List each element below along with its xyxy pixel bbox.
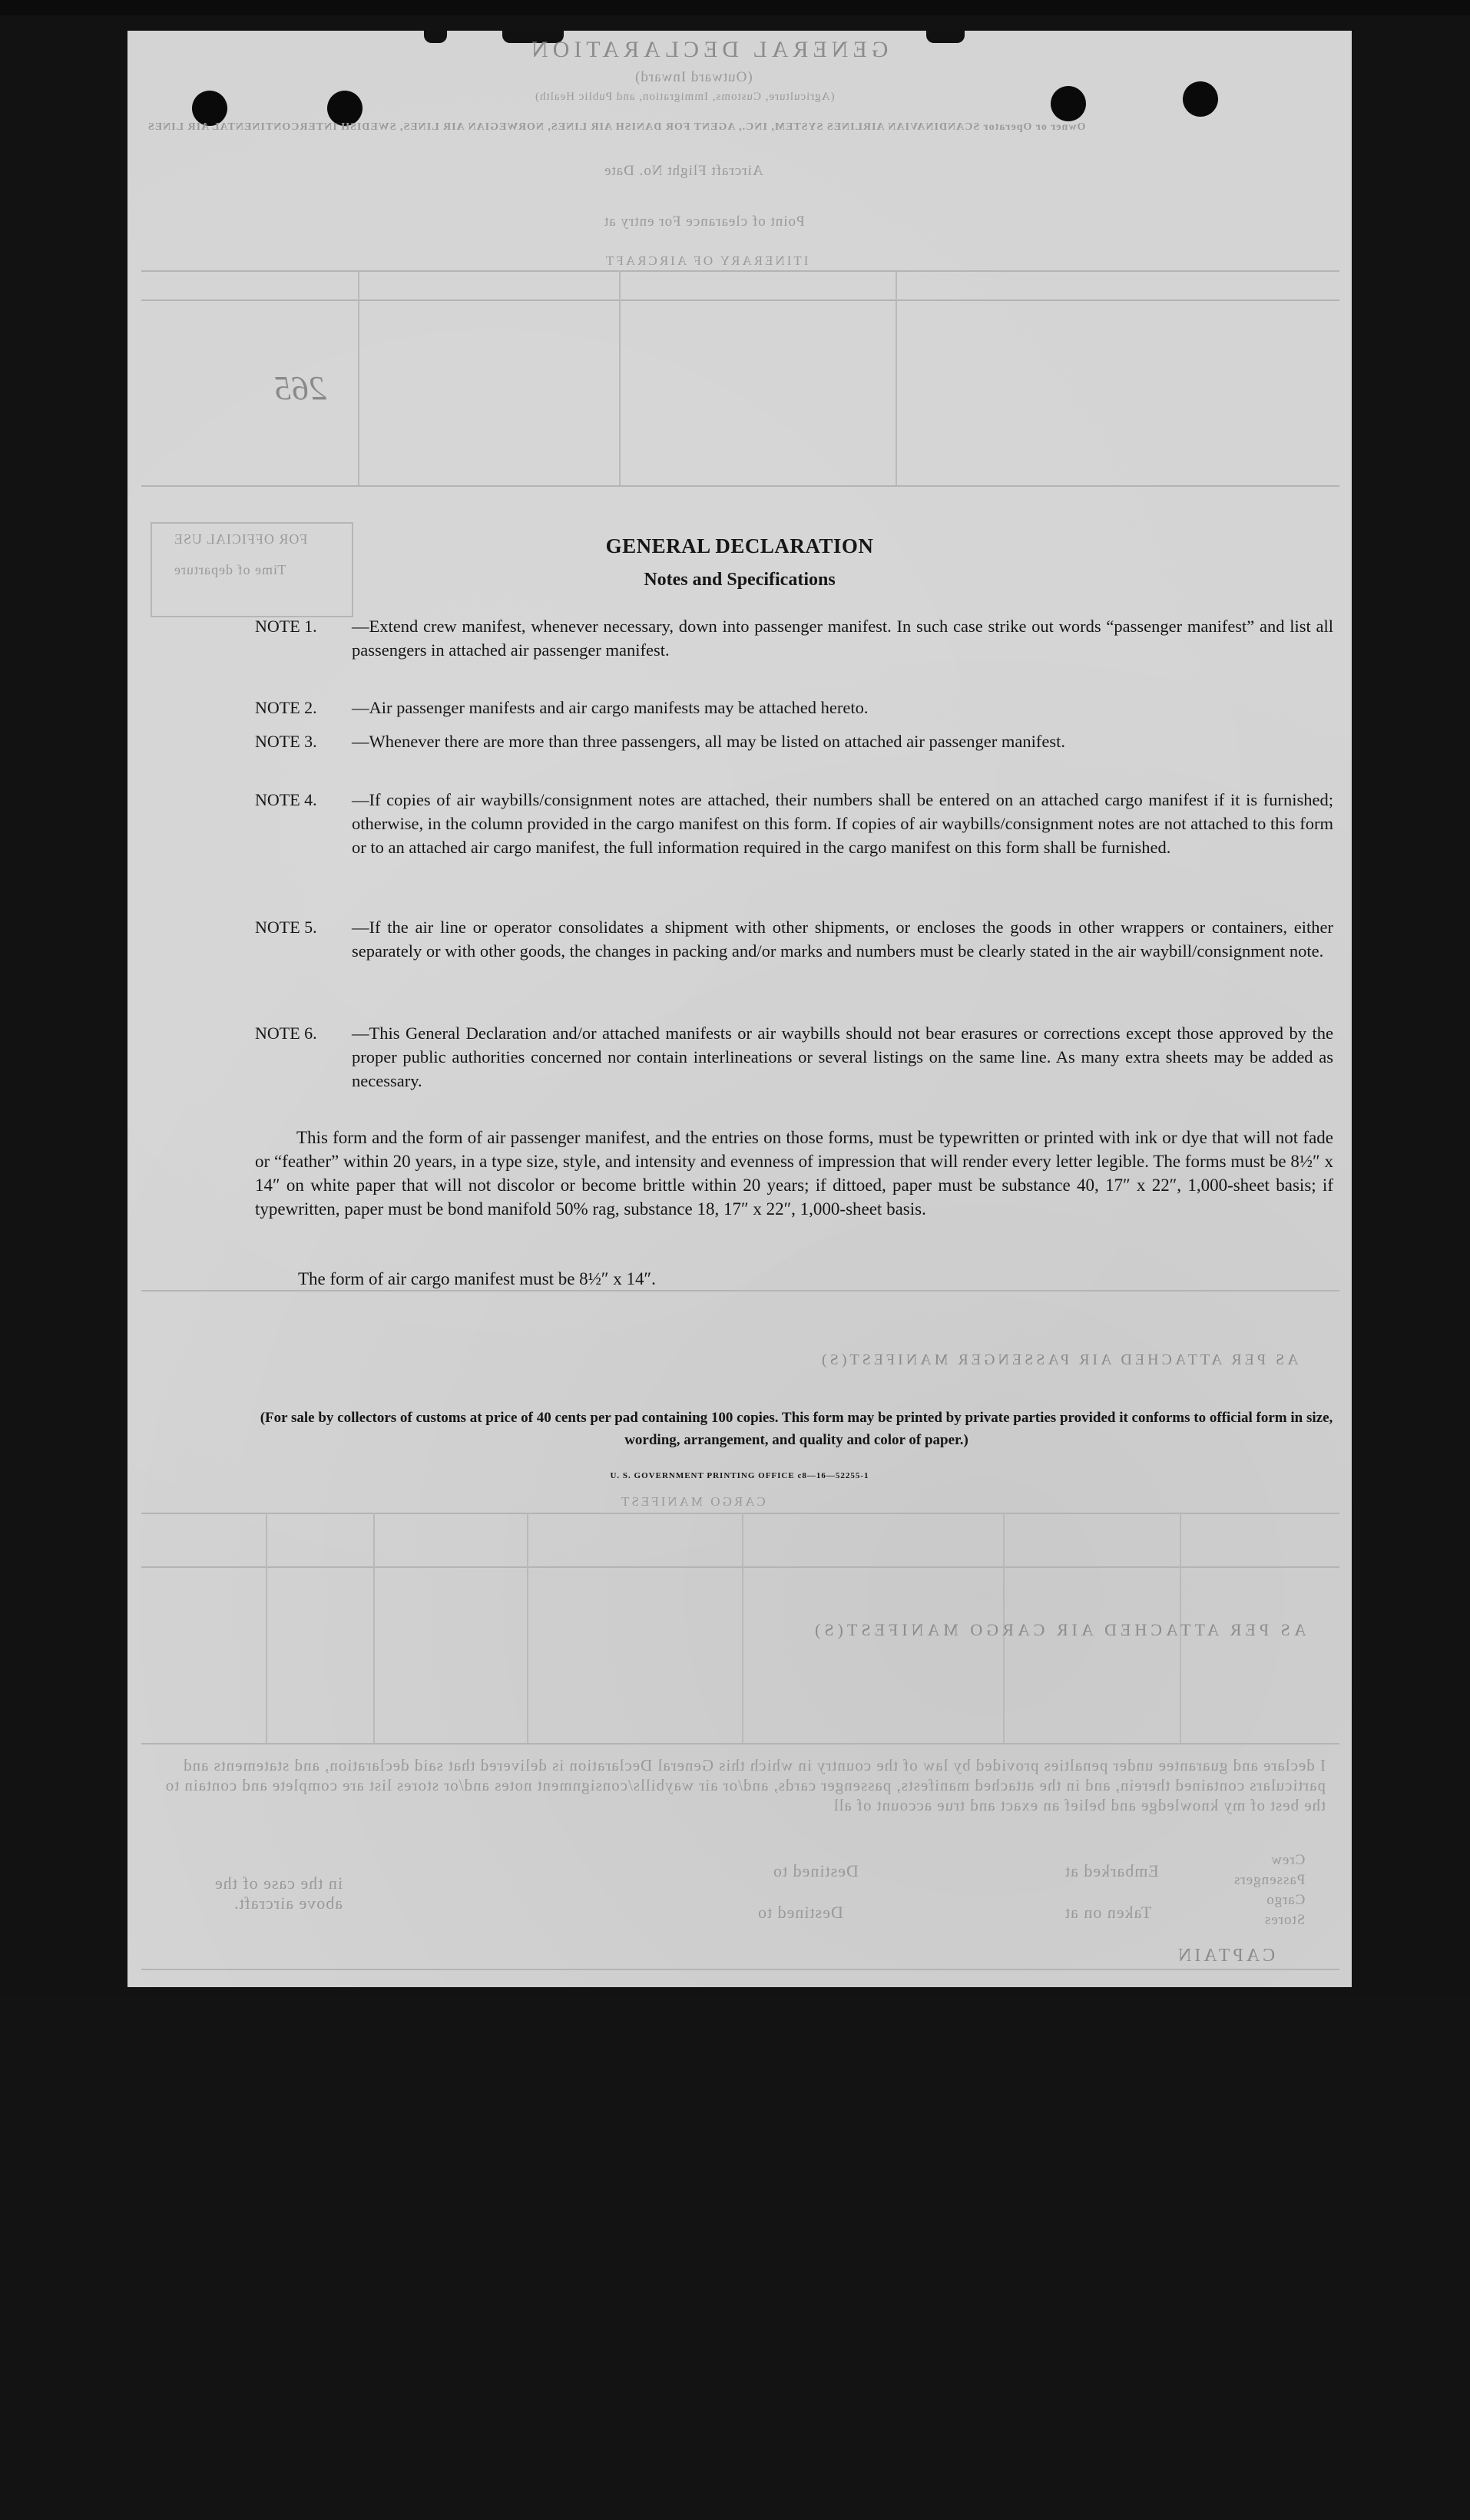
- bleed-taken-on: Taken on at: [1064, 1903, 1152, 1922]
- note-text: —Air passenger manifests and air cargo manifests may be attached hereto.: [352, 698, 869, 717]
- note-label: NOTE 2.: [255, 698, 317, 717]
- bleed-captain: CAPTAIN: [1175, 1946, 1276, 1966]
- bleed-operator-line: Owner or Operator SCANDINAVIAN AIRLINES SYSTEM, INC., AGENT FOR DANISH AIR LINES, NORWEGIAN AIR LINES, SWEDISH INTERCONTINENTAL AIR LINES: [147, 121, 1086, 133]
- note-4: [255, 788, 1333, 859]
- bleed-header-sub: (Outward Inward): [634, 69, 753, 85]
- note-text: —Whenever there are more than three passengers, all may be listed on attached air passenger manifest.: [352, 732, 1065, 751]
- bleed-official-use: FOR OFFICIAL USE: [174, 531, 308, 547]
- bleed-declaration: I declare and guarantee under penalties provided by law of the country in which this General Declaration is delivered that said declaration, and statements and particulars contained therein, and in the attached manifests, passenger cards, and/or air waybills/consignment notes and/or stores list are complete and contain to the best of my knowledge and belief an exact and true account of all: [164, 1756, 1326, 1814]
- bleed-crew-label: Crew: [1270, 1852, 1306, 1868]
- bleed-cargo-banner: AS PER ATTACHED AIR CARGO MANIFEST(S): [811, 1620, 1306, 1639]
- bleed-header-sub2: (Agriculture, Customs, Immigration, and Public Health): [535, 91, 835, 103]
- note-text: —This General Declaration and/or attached manifests or air waybills should not bear erasures or corrections except those approved by the proper public authorities concerned nor contain interlineations or several listings on the same line. As many extra sheets may be added as necessary.: [352, 1024, 1333, 1090]
- bleed-cargo-manifest: CARGO MANIFEST: [619, 1494, 766, 1509]
- form-requirements-paragraph: This form and the form of air passenger manifest, and the entries on those forms, must be typewritten or printed with ink or dye that will not fade or “feather” within 20 years, in a type size, style, and intensity and evenness of impression that will render every letter legible. The forms must be 8½″ x 14″ on white paper that will not discolor or become brittle within 20 years; if dittoed, paper must be substance 40, 17″ x 22″, 1,000-sheet basis; if typewritten, paper must be bond manifold 50% rag, substance 18, 17″ x 22″, 1,000-sheet basis.: [255, 1128, 1333, 1219]
- scan-border-bottom: [0, 1996, 1470, 2520]
- note-6: [255, 1021, 1333, 1093]
- bleed-destined-2: Destined to: [757, 1903, 843, 1922]
- bleed-crew-label: Cargo: [1266, 1892, 1306, 1908]
- scan-border-top: [0, 0, 1470, 15]
- note-label: NOTE 6.: [255, 1024, 317, 1043]
- note-label: NOTE 3.: [255, 732, 317, 751]
- bleed-in-case: in the case of the above aircraft.: [214, 1873, 343, 1913]
- note-5: [255, 915, 1333, 963]
- note-label: NOTE 5.: [255, 918, 317, 937]
- bleed-header-title: GENERAL DECLARATION: [527, 37, 889, 62]
- bleed-destined: Destined to: [773, 1861, 859, 1880]
- document-page: [127, 31, 1352, 1987]
- bleed-passenger-banner: AS PER ATTACHED AIR PASSENGER MANIFEST(S): [819, 1351, 1299, 1368]
- bleed-stamp-number: 265: [273, 369, 326, 407]
- note-1: [255, 614, 1333, 662]
- cargo-manifest-size-note: The form of air cargo manifest must be 8½″ x 14″.: [298, 1269, 656, 1288]
- page-subtitle: Notes and Specifications: [644, 570, 836, 590]
- bleed-embarked: Embarked at: [1064, 1861, 1159, 1880]
- bleed-aircraft-line: Aircraft Flight No. Date: [604, 163, 763, 179]
- note-label: NOTE 4.: [255, 790, 317, 809]
- note-text: —If the air line or operator consolidates a shipment with other shipments, or encloses the goods in other wrappers or containers, either separately or with other goods, the changes in packing and/or marks and numbers must be clearly stated in the air waybill/consignment note.: [352, 918, 1333, 961]
- note-3: [255, 729, 1333, 753]
- sale-note: (For sale by collectors of customs at price of 40 cents per pad containing 100 copies. This form may be printed by private parties provided it conforms to official form in size, wording, arrangement, and quality and color of paper.): [260, 1410, 1333, 1448]
- notes-content: [127, 31, 1352, 1987]
- bleed-clearance-line: Point of clearance For entry at: [604, 213, 805, 230]
- bleed-crew-label: Passengers: [1233, 1872, 1306, 1888]
- note-text: —If copies of air waybills/consignment notes are attached, their numbers shall be entered on an attached cargo manifest if it is furnished; otherwise, in the column provided in the cargo manifest on this form. If copies of air waybills/consignment notes are not attached to this form or to an attached air cargo manifest, the full information required in the cargo manifest on this form shall be furnished.: [352, 790, 1333, 857]
- bleed-crew-label: Stores: [1263, 1912, 1306, 1928]
- note-text: —Extend crew manifest, whenever necessary, down into passenger manifest. In such case strike out words “passenger manifest” and list all passengers in attached air passenger manifest.: [352, 617, 1333, 660]
- bleed-time-departure: Time of departure: [174, 562, 286, 577]
- printing-office-line: U. S. GOVERNMENT PRINTING OFFICE c8—16—52255-1: [610, 1471, 869, 1480]
- page-title: GENERAL DECLARATION: [605, 534, 874, 557]
- note-2: [255, 696, 1333, 719]
- bleed-itinerary: ITINERARY OF AIRCRAFT: [604, 253, 809, 268]
- note-label: NOTE 1.: [255, 617, 317, 636]
